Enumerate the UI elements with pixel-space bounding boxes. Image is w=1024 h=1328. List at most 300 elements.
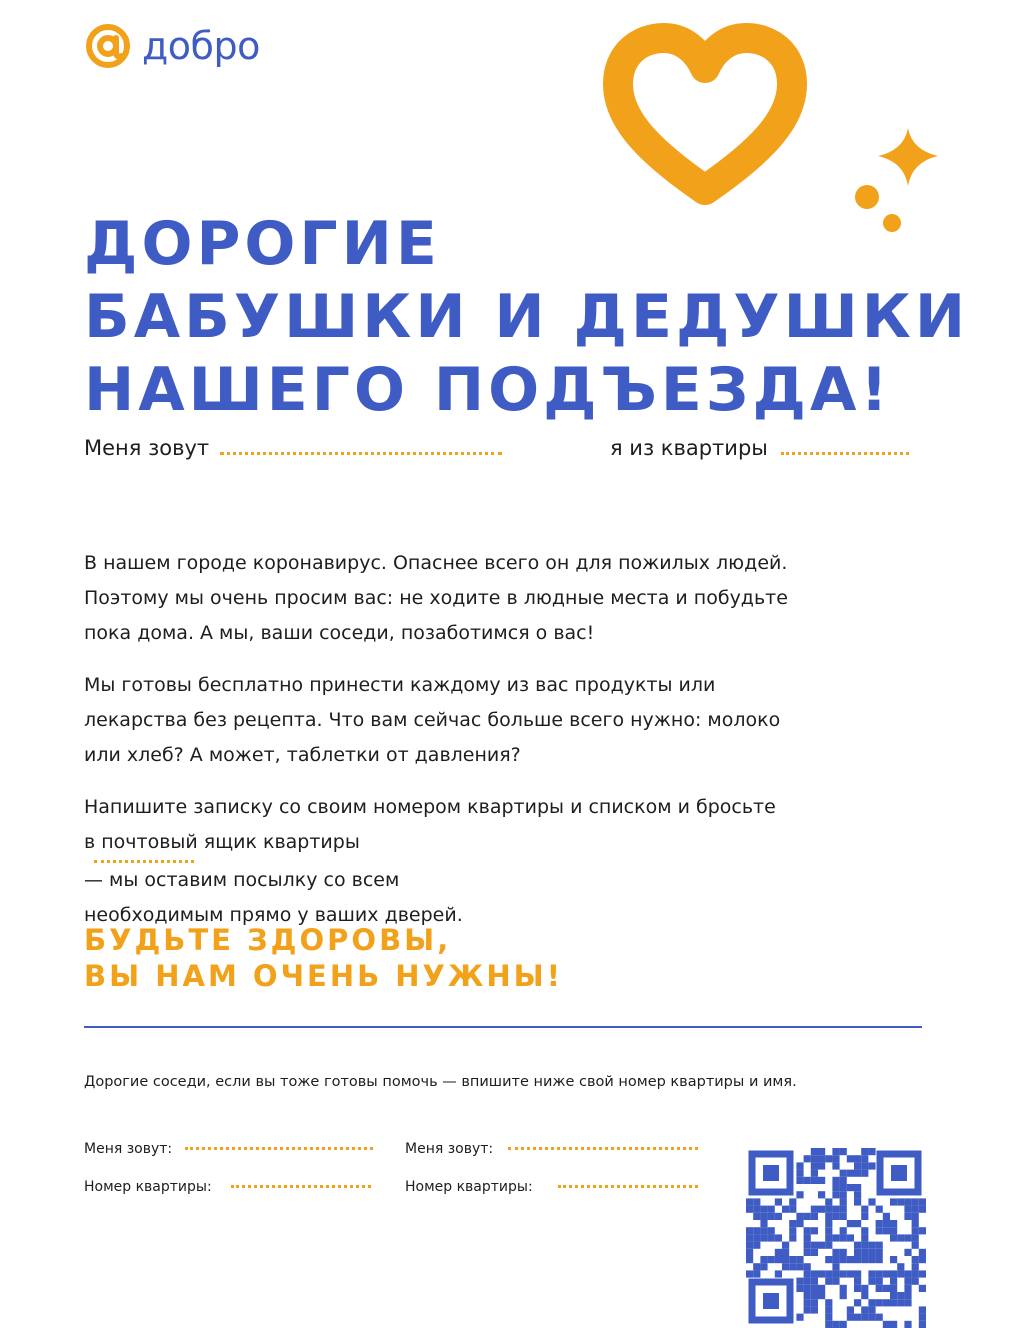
qr-module xyxy=(796,1191,803,1198)
mailbox-apartment-blank[interactable] xyxy=(94,860,194,863)
qr-module xyxy=(847,1314,854,1321)
qr-module xyxy=(796,1285,803,1292)
qr-module xyxy=(904,1292,911,1299)
footer-apartment-label: Номер квартиры: xyxy=(84,1179,212,1195)
qr-module xyxy=(825,1227,832,1234)
qr-module xyxy=(832,1256,839,1263)
qr-module xyxy=(811,1148,818,1155)
qr-module xyxy=(775,1234,782,1241)
qr-module xyxy=(768,1234,775,1241)
qr-module xyxy=(818,1191,825,1198)
qr-module xyxy=(919,1198,926,1205)
qr-module xyxy=(832,1155,839,1162)
paragraph-line: Напишите записку со своим номером квартиры и списком и бросьте xyxy=(84,796,776,818)
qr-module xyxy=(854,1278,861,1285)
qr-module xyxy=(854,1170,861,1177)
qr-module xyxy=(832,1184,839,1191)
qr-module xyxy=(919,1285,926,1292)
qr-module xyxy=(804,1155,811,1162)
qr-module xyxy=(811,1213,818,1220)
slogan xyxy=(84,922,563,994)
qr-module xyxy=(840,1227,847,1234)
footer-apartment-row-1 xyxy=(84,1176,371,1195)
qr-module xyxy=(832,1162,839,1169)
qr-module xyxy=(832,1278,839,1285)
qr-module xyxy=(825,1314,832,1321)
qr-module xyxy=(832,1270,839,1277)
paragraph-fragment: — мы оставим посылку со всем xyxy=(84,869,400,891)
paragraph-line-with-blank xyxy=(84,825,934,898)
intro-name-label: Меня зовут xyxy=(84,436,210,460)
qr-module xyxy=(876,1227,883,1234)
qr-module xyxy=(904,1198,911,1205)
qr-module xyxy=(804,1177,811,1184)
footer-apartment-blank[interactable] xyxy=(231,1185,371,1188)
qr-module xyxy=(825,1234,832,1241)
qr-module xyxy=(912,1278,919,1285)
qr-module xyxy=(897,1292,904,1299)
qr-module xyxy=(746,1242,753,1249)
qr-module xyxy=(811,1162,818,1169)
qr-module xyxy=(796,1278,803,1285)
qr-module xyxy=(876,1285,883,1292)
qr-module xyxy=(804,1227,811,1234)
qr-module xyxy=(854,1314,861,1321)
qr-module xyxy=(876,1206,883,1213)
qr-module xyxy=(811,1306,818,1313)
qr-module xyxy=(890,1278,897,1285)
footer-invite: Дорогие соседи, если вы тоже готовы помочь — впишите ниже свой номер квартиры и имя. xyxy=(84,1074,797,1090)
qr-module xyxy=(804,1249,811,1256)
qr-module xyxy=(760,1227,767,1234)
qr-module xyxy=(832,1177,839,1184)
qr-module xyxy=(825,1299,832,1306)
qr-module xyxy=(847,1234,854,1241)
qr-module xyxy=(775,1249,782,1256)
qr-module xyxy=(753,1213,760,1220)
qr-module xyxy=(775,1270,782,1277)
qr-module xyxy=(897,1299,904,1306)
headline xyxy=(84,208,984,427)
qr-module xyxy=(890,1256,897,1263)
qr-module xyxy=(818,1270,825,1277)
qr-module xyxy=(919,1321,926,1328)
qr-module xyxy=(847,1220,854,1227)
qr-module xyxy=(840,1213,847,1220)
qr-module xyxy=(782,1206,789,1213)
qr-module xyxy=(840,1270,847,1277)
qr-module xyxy=(825,1270,832,1277)
paragraph-line: В нашем городе коронавирус. Опаснее всего он для пожилых людей. xyxy=(84,552,788,574)
qr-module xyxy=(868,1198,875,1205)
intro-name-row xyxy=(84,436,502,460)
qr-module xyxy=(782,1256,789,1263)
qr-module xyxy=(861,1285,868,1292)
qr-module xyxy=(919,1306,926,1313)
qr-module xyxy=(796,1162,803,1169)
footer-name-blank[interactable] xyxy=(508,1147,698,1150)
qr-module xyxy=(890,1285,897,1292)
qr-module xyxy=(912,1256,919,1263)
qr-module xyxy=(904,1285,911,1292)
qr-module xyxy=(904,1249,911,1256)
paragraph-instructions xyxy=(84,790,934,933)
qr-module xyxy=(760,1263,767,1270)
qr-module xyxy=(796,1220,803,1227)
qr-module xyxy=(854,1162,861,1169)
qr-module xyxy=(825,1155,832,1162)
paragraph-fragment: в почтовый ящик квартиры xyxy=(84,831,360,853)
qr-module xyxy=(890,1321,897,1328)
headline-line: ДОРОГИЕ xyxy=(84,209,441,279)
qr-module xyxy=(811,1242,818,1249)
footer-name-label: Меня зовут: xyxy=(405,1141,494,1157)
qr-module xyxy=(919,1270,926,1277)
qr-module xyxy=(789,1227,796,1234)
qr-module xyxy=(868,1249,875,1256)
qr-module xyxy=(883,1285,890,1292)
qr-module xyxy=(890,1270,897,1277)
qr-module xyxy=(861,1170,868,1177)
qr-module xyxy=(876,1270,883,1277)
qr-module xyxy=(904,1278,911,1285)
qr-module xyxy=(840,1234,847,1241)
qr-module xyxy=(912,1220,919,1227)
slogan-line: БУДЬТЕ ЗДОРОВЫ, xyxy=(84,923,452,957)
qr-module xyxy=(746,1234,753,1241)
qr-module xyxy=(904,1270,911,1277)
qr-module xyxy=(868,1148,875,1155)
qr-module xyxy=(832,1191,839,1198)
qr-module xyxy=(840,1321,847,1328)
footer-apartment-blank[interactable] xyxy=(558,1185,698,1188)
qr-module xyxy=(804,1234,811,1241)
qr-module xyxy=(876,1242,883,1249)
qr-module xyxy=(854,1184,861,1191)
qr-module xyxy=(840,1206,847,1213)
qr-module xyxy=(811,1155,818,1162)
qr-module xyxy=(811,1285,818,1292)
qr-module xyxy=(847,1256,854,1263)
qr-module xyxy=(782,1242,789,1249)
qr-module xyxy=(876,1299,883,1306)
qr-module xyxy=(811,1170,818,1177)
qr-module xyxy=(796,1213,803,1220)
qr-module xyxy=(746,1206,753,1213)
qr-module xyxy=(811,1227,818,1234)
qr-module xyxy=(840,1170,847,1177)
footer-name-row-2 xyxy=(405,1138,698,1157)
qr-module xyxy=(912,1213,919,1220)
qr-module xyxy=(847,1155,854,1162)
qr-module xyxy=(746,1249,753,1256)
qr-module xyxy=(746,1198,753,1205)
qr-module xyxy=(804,1263,811,1270)
qr-module xyxy=(775,1256,782,1263)
paragraph-line: лекарства без рецепта. Что вам сейчас больше всего нужно: молоко xyxy=(84,709,781,731)
qr-module xyxy=(832,1321,839,1328)
divider xyxy=(84,1026,922,1028)
paragraph-line: Поэтому мы очень просим вас: не ходите в людные места и побудьте xyxy=(84,587,788,609)
qr-module xyxy=(876,1314,883,1321)
intro-apartment-blank[interactable] xyxy=(781,452,909,455)
qr-module xyxy=(768,1213,775,1220)
qr-module xyxy=(847,1170,854,1177)
qr-module xyxy=(840,1292,847,1299)
qr-module xyxy=(818,1206,825,1213)
qr-module xyxy=(876,1256,883,1263)
heart-outline-icon xyxy=(590,12,820,212)
qr-module xyxy=(868,1162,875,1169)
intro-apartment-row xyxy=(610,436,909,460)
qr-module xyxy=(782,1263,789,1270)
headline-line: НАШЕГО ПОДЪЕЗДА! xyxy=(84,355,892,425)
qr-module xyxy=(840,1256,847,1263)
qr-module xyxy=(912,1227,919,1234)
footer-apartment-row-2 xyxy=(405,1176,698,1195)
qr-module xyxy=(796,1263,803,1270)
qr-module xyxy=(840,1177,847,1184)
qr-module xyxy=(883,1299,890,1306)
qr-module xyxy=(919,1314,926,1321)
paragraph-coronavirus xyxy=(84,546,934,651)
qr-module xyxy=(854,1242,861,1249)
intro-name-blank[interactable] xyxy=(220,452,502,455)
qr-module xyxy=(876,1249,883,1256)
qr-module xyxy=(760,1206,767,1213)
qr-module xyxy=(847,1270,854,1277)
qr-module xyxy=(789,1206,796,1213)
qr-module xyxy=(897,1234,904,1241)
qr-module xyxy=(904,1213,911,1220)
qr-module xyxy=(818,1148,825,1155)
qr-module xyxy=(768,1256,775,1263)
qr-module xyxy=(876,1220,883,1227)
paragraph-offer xyxy=(84,668,934,773)
qr-module xyxy=(904,1206,911,1213)
qr-module xyxy=(746,1227,753,1234)
qr-module xyxy=(832,1249,839,1256)
qr-module xyxy=(811,1292,818,1299)
qr-module xyxy=(789,1256,796,1263)
at-sign-icon xyxy=(84,22,132,70)
qr-module xyxy=(904,1321,911,1328)
qr-code-icon[interactable] xyxy=(746,1148,926,1328)
qr-module xyxy=(897,1198,904,1205)
footer-name-blank[interactable] xyxy=(185,1147,373,1150)
qr-module xyxy=(804,1242,811,1249)
qr-module xyxy=(861,1227,868,1234)
qr-module xyxy=(840,1249,847,1256)
qr-module xyxy=(904,1299,911,1306)
qr-module xyxy=(789,1220,796,1227)
paragraph-line: или хлеб? А может, таблетки от давления? xyxy=(84,744,521,766)
qr-module xyxy=(811,1299,818,1306)
paragraph-line: пока дома. А мы, ваши соседи, позаботимся о вас! xyxy=(84,622,595,644)
qr-module xyxy=(861,1314,868,1321)
qr-module xyxy=(861,1242,868,1249)
paragraph-line: необходимым прямо у ваших дверей. xyxy=(84,904,463,926)
qr-module xyxy=(796,1314,803,1321)
qr-module xyxy=(818,1285,825,1292)
qr-module xyxy=(919,1249,926,1256)
qr-module xyxy=(883,1227,890,1234)
qr-module xyxy=(768,1227,775,1234)
qr-module xyxy=(890,1198,897,1205)
intro-apartment-label: я из квартиры xyxy=(610,436,768,460)
qr-module xyxy=(840,1184,847,1191)
qr-module xyxy=(818,1162,825,1169)
qr-module xyxy=(897,1270,904,1277)
qr-module xyxy=(811,1278,818,1285)
qr-module xyxy=(876,1278,883,1285)
qr-module xyxy=(912,1270,919,1277)
qr-module xyxy=(861,1213,868,1220)
qr-module xyxy=(912,1263,919,1270)
qr-module xyxy=(753,1206,760,1213)
qr-module xyxy=(825,1198,832,1205)
qr-module xyxy=(753,1263,760,1270)
qr-module xyxy=(861,1162,868,1169)
qr-module xyxy=(760,1234,767,1241)
qr-module xyxy=(854,1249,861,1256)
qr-module xyxy=(818,1242,825,1249)
paragraph-line: Мы готовы бесплатно принести каждому из вас продукты или xyxy=(84,674,716,696)
qr-module xyxy=(825,1306,832,1313)
headline-line: БАБУШКИ И ДЕДУШКИ xyxy=(84,282,970,352)
qr-module xyxy=(753,1270,760,1277)
qr-module xyxy=(847,1306,854,1313)
qr-module xyxy=(919,1256,926,1263)
qr-module xyxy=(760,1256,767,1263)
qr-module xyxy=(789,1198,796,1205)
qr-module xyxy=(868,1314,875,1321)
logo-text: добро xyxy=(142,24,260,68)
qr-module xyxy=(804,1292,811,1299)
qr-module xyxy=(883,1220,890,1227)
qr-module xyxy=(861,1249,868,1256)
qr-module xyxy=(890,1227,897,1234)
qr-module xyxy=(811,1177,818,1184)
qr-module xyxy=(883,1270,890,1277)
qr-module xyxy=(811,1270,818,1277)
qr-module xyxy=(840,1285,847,1292)
qr-module xyxy=(832,1263,839,1270)
qr-module xyxy=(768,1206,775,1213)
qr-module xyxy=(847,1184,854,1191)
qr-module xyxy=(883,1213,890,1220)
qr-module xyxy=(832,1234,839,1241)
qr-module xyxy=(919,1206,926,1213)
qr-module xyxy=(804,1270,811,1277)
qr-module xyxy=(890,1234,897,1241)
qr-module xyxy=(868,1270,875,1277)
qr-module xyxy=(868,1306,875,1313)
qr-module xyxy=(840,1198,847,1205)
qr-module xyxy=(825,1206,832,1213)
qr-module xyxy=(854,1256,861,1263)
qr-module xyxy=(804,1306,811,1313)
slogan-line: ВЫ НАМ ОЧЕНЬ НУЖНЫ! xyxy=(84,959,563,993)
qr-module xyxy=(890,1220,897,1227)
qr-module xyxy=(854,1299,861,1306)
qr-module xyxy=(904,1234,911,1241)
qr-module xyxy=(861,1234,868,1241)
qr-module xyxy=(825,1220,832,1227)
qr-module xyxy=(890,1292,897,1299)
qr-module xyxy=(912,1198,919,1205)
qr-module xyxy=(854,1191,861,1198)
qr-module xyxy=(832,1148,839,1155)
qr-module xyxy=(868,1278,875,1285)
qr-module xyxy=(804,1299,811,1306)
qr-module xyxy=(854,1155,861,1162)
qr-module xyxy=(746,1256,753,1263)
qr-module xyxy=(782,1249,789,1256)
qr-module xyxy=(753,1242,760,1249)
qr-module xyxy=(804,1285,811,1292)
qr-module xyxy=(804,1278,811,1285)
qr-module xyxy=(912,1234,919,1241)
qr-module xyxy=(811,1249,818,1256)
qr-module xyxy=(825,1213,832,1220)
qr-module xyxy=(789,1234,796,1241)
footer-name-label: Меня зовут: xyxy=(84,1141,173,1157)
qr-module xyxy=(818,1177,825,1184)
qr-module xyxy=(818,1292,825,1299)
qr-module xyxy=(919,1227,926,1234)
qr-module xyxy=(912,1206,919,1213)
qr-module xyxy=(825,1242,832,1249)
qr-module xyxy=(861,1292,868,1299)
qr-module xyxy=(861,1306,868,1313)
qr-module xyxy=(760,1213,767,1220)
qr-module xyxy=(746,1270,753,1277)
qr-module xyxy=(868,1242,875,1249)
footer-name-row-1 xyxy=(84,1138,373,1157)
qr-module xyxy=(753,1198,760,1205)
qr-module xyxy=(832,1206,839,1213)
qr-module xyxy=(825,1278,832,1285)
qr-module xyxy=(796,1170,803,1177)
dobro-logo xyxy=(84,22,260,70)
qr-module xyxy=(861,1148,868,1155)
qr-module xyxy=(825,1256,832,1263)
qr-module xyxy=(825,1321,832,1328)
qr-module xyxy=(789,1263,796,1270)
footer-apartment-label: Номер квартиры: xyxy=(405,1179,533,1195)
qr-module xyxy=(804,1213,811,1220)
qr-module xyxy=(775,1198,782,1205)
qr-module xyxy=(796,1177,803,1184)
qr-module xyxy=(912,1242,919,1249)
qr-module xyxy=(861,1256,868,1263)
qr-module xyxy=(832,1213,839,1220)
qr-module xyxy=(897,1263,904,1270)
qr-module xyxy=(861,1206,868,1213)
qr-module xyxy=(753,1227,760,1234)
qr-module xyxy=(760,1220,767,1227)
qr-module xyxy=(818,1155,825,1162)
qr-module xyxy=(883,1321,890,1328)
qr-module xyxy=(854,1270,861,1277)
qr-module xyxy=(868,1256,875,1263)
qr-module xyxy=(775,1213,782,1220)
qr-module xyxy=(868,1299,875,1306)
qr-module xyxy=(840,1191,847,1198)
qr-module xyxy=(840,1148,847,1155)
qr-module xyxy=(753,1234,760,1241)
